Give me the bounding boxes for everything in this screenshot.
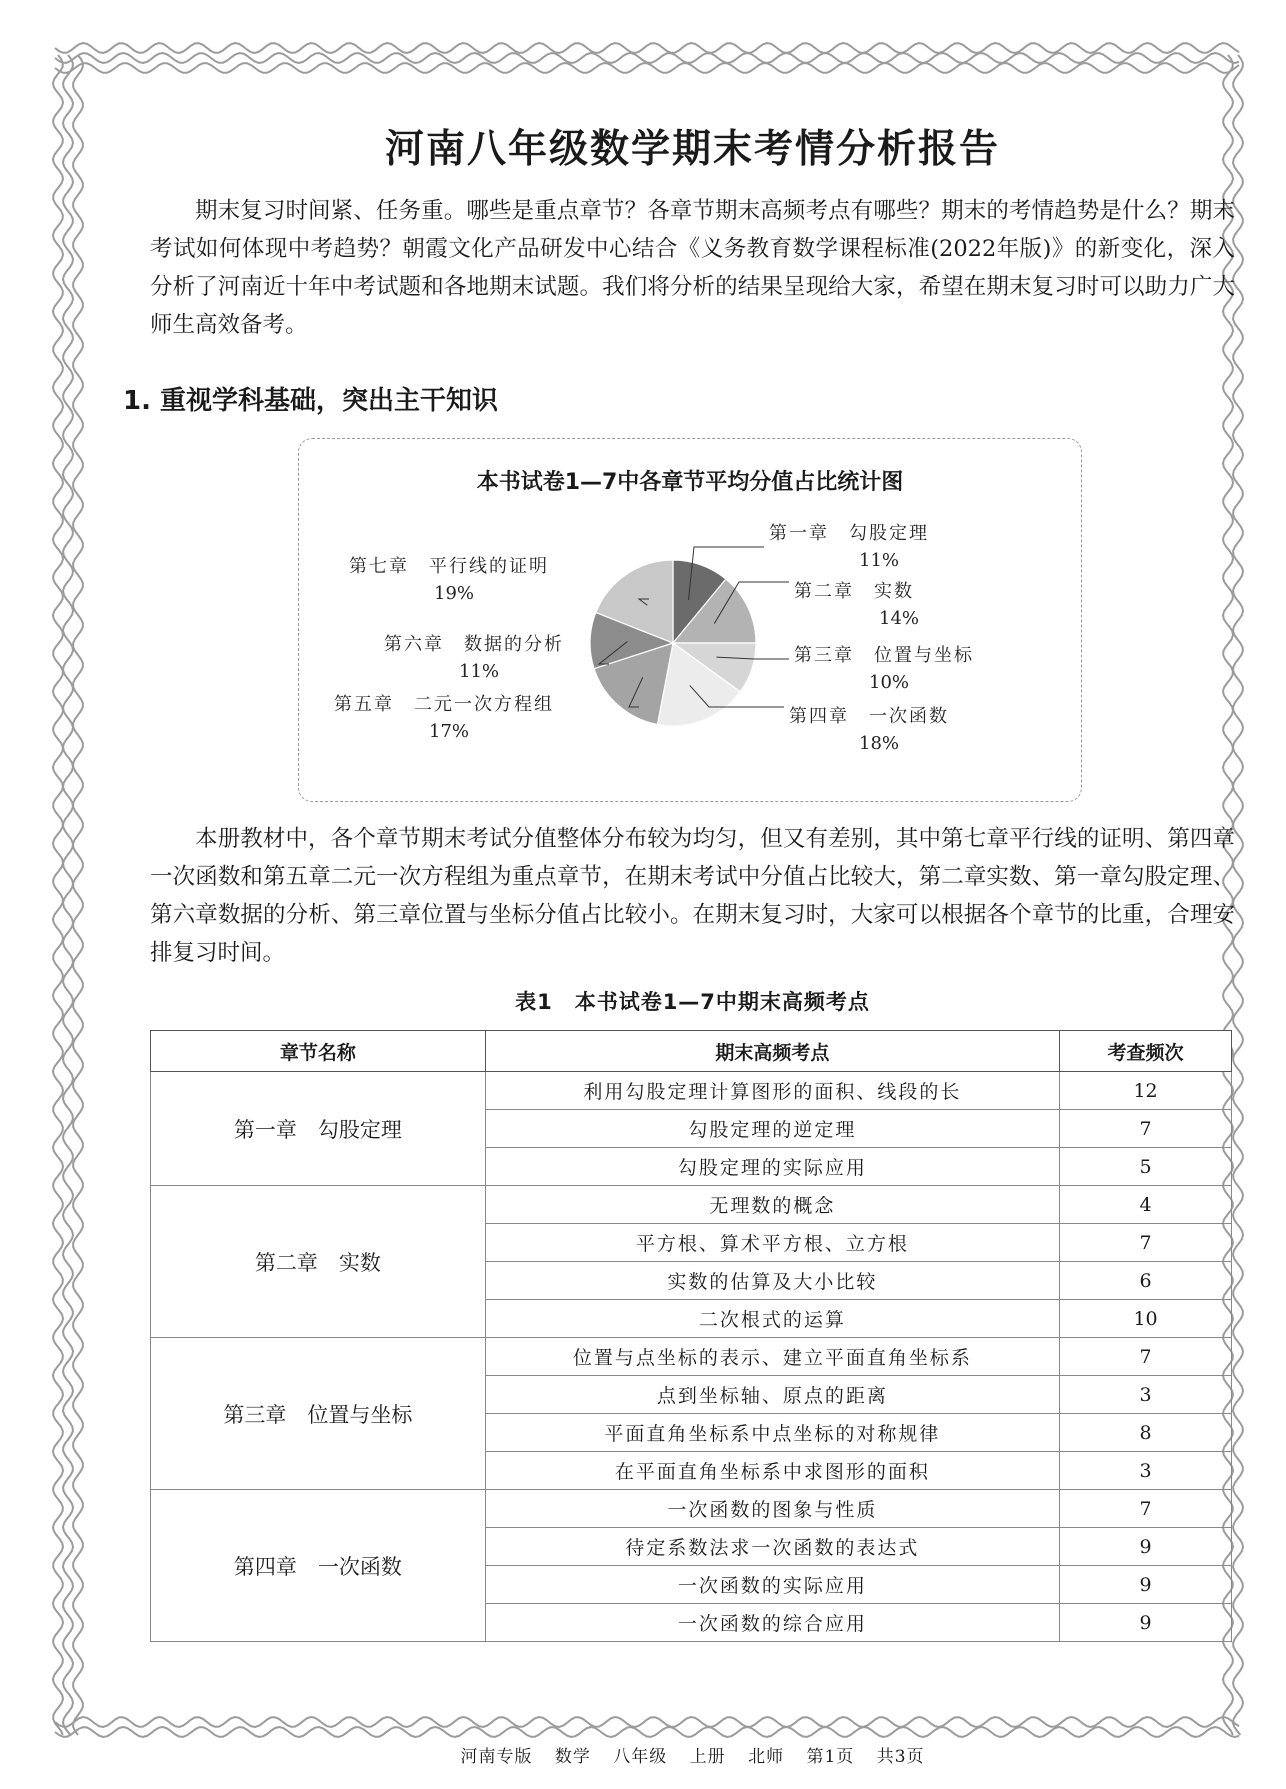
- page-title: 河南八年级数学期末考情分析报告: [384, 127, 1000, 172]
- footer-subject: 数学: [554, 1747, 591, 1767]
- point-cell: 待定系数法求一次函数的表达式: [485, 1528, 1059, 1566]
- frequency-cell: 9: [1060, 1604, 1232, 1642]
- header-frequency: 考查频次: [1060, 1031, 1232, 1072]
- pie-slice-name: 第七章 平行线的证明: [349, 556, 549, 577]
- point-cell: 平面直角坐标系中点坐标的对称规律: [485, 1414, 1059, 1452]
- chapter-cell: 第四章 一次函数: [151, 1490, 486, 1642]
- point-cell: 在平面直角坐标系中求图形的面积: [485, 1452, 1059, 1490]
- intro-paragraph: 期末复习时间紧、任务重。哪些是重点章节？各章节期末高频考点有哪些？期末的考情趋势是什么？期末考试如何体现中考趋势？朝霞文化产品研发中心结合《义务教育数学课程标准(2022年版)》的新变化，深入分析了河南近十年中考试题和各地期末试题。我们将分析的结果呈现给大家，希望在期末复习时可以助力广大师生高效备考。: [150, 198, 1235, 338]
- point-cell: 一次函数的实际应用: [485, 1566, 1059, 1604]
- header-point: 期末高频考点: [485, 1031, 1059, 1072]
- section-heading-1: 1. 重视学科基础，突出主干知识: [123, 386, 499, 416]
- point-cell: 平方根、算术平方根、立方根: [485, 1224, 1059, 1262]
- pie-slice-percent: 11%: [459, 661, 500, 682]
- pie-chart-panel: [298, 438, 1082, 802]
- pie-slice-name: 第六章 数据的分析: [384, 634, 564, 655]
- footer-publisher: 北师: [748, 1747, 785, 1767]
- point-cell: 实数的估算及大小比较: [485, 1262, 1059, 1300]
- frequency-cell: 9: [1060, 1566, 1232, 1604]
- table-row: [151, 1490, 1232, 1528]
- footer-volume: 上册: [689, 1747, 726, 1767]
- footer-edition: 河南专版: [460, 1747, 533, 1767]
- frequency-cell: 7: [1060, 1110, 1232, 1148]
- point-cell: 无理数的概念: [485, 1186, 1059, 1224]
- frequency-cell: 7: [1060, 1338, 1232, 1376]
- chapter-cell: 第一章 勾股定理: [151, 1072, 486, 1186]
- pie-slice-percent: 10%: [869, 672, 910, 693]
- pie-slice-percent: 11%: [859, 550, 900, 571]
- pie-slice-name: 第三章 位置与坐标: [794, 645, 974, 666]
- header-chapter: 章节名称: [151, 1031, 486, 1072]
- table-caption: 表1 本书试卷1—7中期末高频考点: [515, 990, 870, 1014]
- point-cell: 勾股定理的实际应用: [485, 1148, 1059, 1186]
- pie-chart: [299, 439, 1081, 801]
- page-footer: [150, 1742, 1235, 1767]
- pie-slice-name: 第二章 实数: [794, 581, 914, 602]
- pie-slice-name: 第四章 一次函数: [789, 706, 949, 727]
- chapter-cell: 第二章 实数: [151, 1186, 486, 1338]
- footer-total: 共3页: [876, 1747, 925, 1767]
- frequency-cell: 6: [1060, 1262, 1232, 1300]
- frequency-cell: 3: [1060, 1376, 1232, 1414]
- frequency-cell: 5: [1060, 1148, 1232, 1186]
- pie-slice-percent: 19%: [434, 583, 475, 604]
- high-frequency-table: [150, 1030, 1232, 1642]
- chart-title: 本书试卷1—7中各章节平均分值占比统计图: [476, 470, 904, 495]
- pie-slice-percent: 18%: [859, 733, 900, 754]
- footer-grade: 八年级: [613, 1747, 668, 1767]
- point-cell: 一次函数的图象与性质: [485, 1490, 1059, 1528]
- point-cell: 勾股定理的逆定理: [485, 1110, 1059, 1148]
- point-cell: 利用勾股定理计算图形的面积、线段的长: [485, 1072, 1059, 1110]
- point-cell: 二次根式的运算: [485, 1300, 1059, 1338]
- pie-slice-name: 第一章 勾股定理: [769, 523, 929, 544]
- table-row: [151, 1072, 1232, 1110]
- frequency-cell: 3: [1060, 1452, 1232, 1490]
- frequency-cell: 4: [1060, 1186, 1232, 1224]
- chapter-cell: 第三章 位置与坐标: [151, 1338, 486, 1490]
- pie-slice-percent: 17%: [429, 721, 470, 742]
- frequency-cell: 10: [1060, 1300, 1232, 1338]
- analysis-paragraph: 本册教材中，各个章节期末考试分值整体分布较为均匀，但又有差别，其中第七章平行线的证明、第四章一次函数和第五章二元一次方程组为重点章节，在期末考试中分值占比较大，第二章实数、第一章勾股定理、第六章数据的分析、第三章位置与坐标分值占比较小。在期末复习时，大家可以根据各个章节的比重，合理安排复习时间。: [150, 826, 1235, 966]
- frequency-cell: 12: [1060, 1072, 1232, 1110]
- frequency-cell: 9: [1060, 1528, 1232, 1566]
- point-cell: 位置与点坐标的表示、建立平面直角坐标系: [485, 1338, 1059, 1376]
- table-row: [151, 1186, 1232, 1224]
- table-header-row: [151, 1031, 1232, 1072]
- point-cell: 一次函数的综合应用: [485, 1604, 1059, 1642]
- pie-slice-name: 第五章 二元一次方程组: [334, 694, 554, 715]
- pie-slice-percent: 14%: [879, 608, 920, 629]
- frequency-cell: 8: [1060, 1414, 1232, 1452]
- footer-page: 第1页: [806, 1747, 855, 1767]
- frequency-cell: 7: [1060, 1224, 1232, 1262]
- point-cell: 点到坐标轴、原点的距离: [485, 1376, 1059, 1414]
- table-row: [151, 1338, 1232, 1376]
- frequency-cell: 7: [1060, 1490, 1232, 1528]
